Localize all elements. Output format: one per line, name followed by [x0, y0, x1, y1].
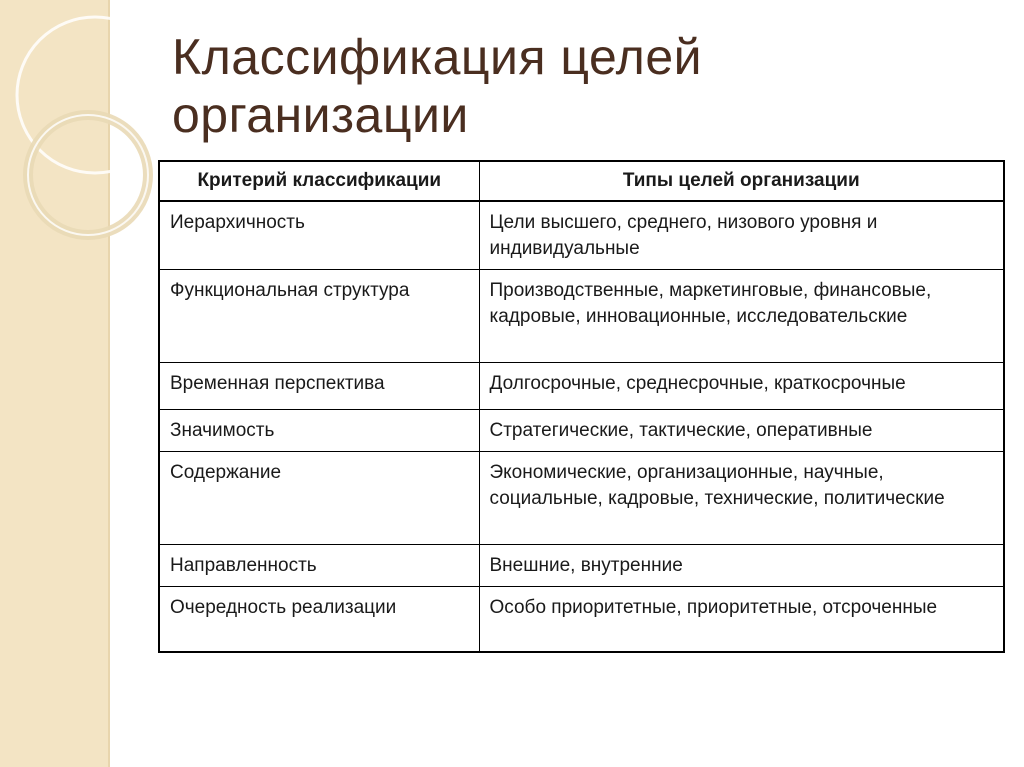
table-header-row	[159, 161, 1004, 201]
goal-types-cell: Производственные, маркетинговые, финансовые, кадровые, инновационные, исследовательские	[479, 270, 1004, 363]
criterion-cell: Иерархичность	[159, 201, 479, 270]
table-row	[159, 452, 1004, 545]
table-row	[159, 587, 1004, 653]
table-row	[159, 410, 1004, 452]
goal-types-cell: Долгосрочные, среднесрочные, краткосрочные	[479, 363, 1004, 410]
criterion-cell: Содержание	[159, 452, 479, 545]
goal-types-cell: Стратегические, тактические, оперативные	[479, 410, 1004, 452]
classification-table-container	[158, 160, 1003, 653]
goal-types-cell: Цели высшего, среднего, низового уровня и индивидуальные	[479, 201, 1004, 270]
criterion-cell: Временная перспектива	[159, 363, 479, 410]
criterion-cell: Очередность реализации	[159, 587, 479, 653]
slide-title: Классификация целей организации	[172, 29, 703, 143]
header-goal-types: Типы целей организации	[479, 161, 1004, 201]
side-decor-panel	[0, 0, 110, 767]
goal-types-cell: Внешние, внутренние	[479, 545, 1004, 587]
criterion-cell: Направленность	[159, 545, 479, 587]
goal-types-cell: Особо приоритетные, приоритетные, отсроченные	[479, 587, 1004, 653]
classification-table	[158, 160, 1005, 653]
table-row	[159, 201, 1004, 270]
criterion-cell: Значимость	[159, 410, 479, 452]
table-row	[159, 545, 1004, 587]
goal-types-cell: Экономические, организационные, научные, социальные, кадровые, технические, политические	[479, 452, 1004, 545]
table-row	[159, 270, 1004, 363]
criterion-cell: Функциональная структура	[159, 270, 479, 363]
header-criterion: Критерий классификации	[159, 161, 479, 201]
table-row	[159, 363, 1004, 410]
